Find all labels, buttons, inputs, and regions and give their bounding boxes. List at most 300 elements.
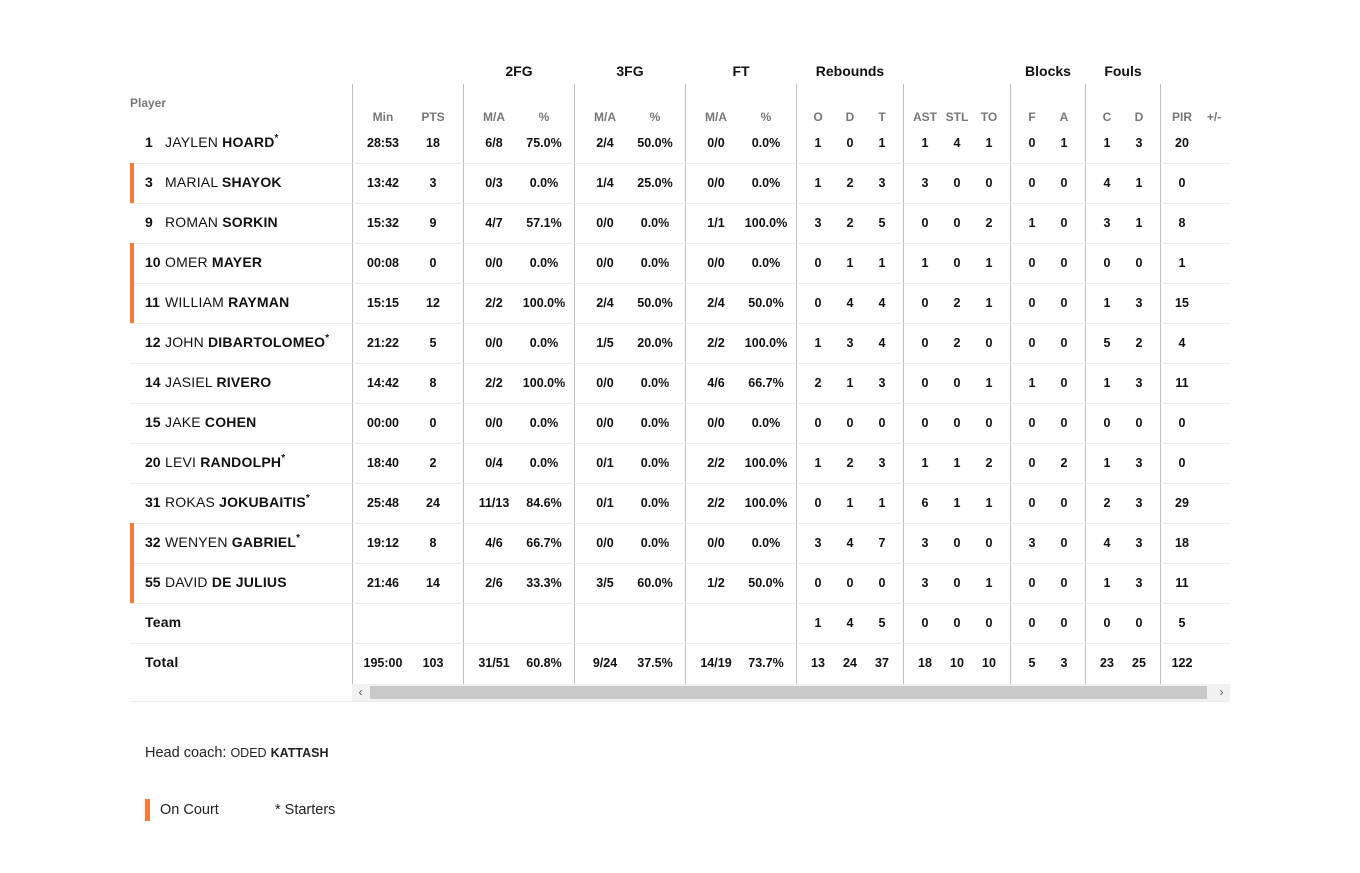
player-number: 11 [145,294,160,310]
stat-cell: 3 [846,336,854,350]
stat-cell: 18 [1175,536,1189,550]
player-number: 12 [145,334,161,350]
stat-cell: 9 [429,216,437,230]
stat-cell: 20 [1175,136,1189,150]
stat-cell: 0 [1028,496,1036,510]
on-court-indicator [130,523,134,563]
stat-cell: 0 [1028,136,1036,150]
stat-cell: 5 [878,216,886,230]
player-first-name: WENYEN [165,534,232,550]
player-first-name: MARIAL [165,174,222,190]
stat-cell: 1/4 [596,176,614,190]
stat-cell: 0 [953,616,961,630]
stat-cell: 0.0% [529,416,559,430]
stat-cell: 1/2 [707,576,725,590]
column-header: PTS [421,110,445,124]
stat-cell: 66.7% [748,376,784,390]
stat-cell: 3 [1135,576,1143,590]
stat-cell: 4 [878,296,886,310]
player-last-name: HOARD [222,134,275,150]
column-divider [574,84,575,684]
head-coach-last-name: KATTASH [270,746,329,760]
stat-cell: 0/0 [596,256,614,270]
stat-cell: 0 [921,416,929,430]
stat-cell: 29 [1175,496,1189,510]
column-header: D [1134,110,1144,124]
stat-cell: 2 [985,456,993,470]
stat-cell: 0 [814,496,822,510]
stat-cell: 1 [1135,216,1143,230]
stat-cell: 0/0 [485,256,503,270]
column-header: C [1102,110,1112,124]
column-header: M/A [705,110,727,124]
stat-cell: 0 [1028,256,1036,270]
stat-cell: 2/2 [707,336,725,350]
stat-cell: 0 [1060,416,1068,430]
stat-cell: 0/0 [596,376,614,390]
group-header-2fg: 2FG [505,63,533,79]
stat-cell: 1 [985,376,993,390]
row-divider [130,483,1230,484]
stat-cell: 0/0 [596,536,614,550]
stat-cell: 00:00 [367,416,399,430]
stat-cell: 4/6 [485,536,503,550]
row-divider [130,243,1230,244]
player-name[interactable] [145,454,285,472]
stat-cell: 0 [1060,616,1068,630]
stat-cell: 0/0 [596,416,614,430]
player-number: 10 [145,254,161,270]
stat-cell: 0.0% [751,136,781,150]
stat-cell: 3 [921,576,929,590]
row-divider [130,563,1230,564]
stat-cell: 0/0 [485,336,503,350]
on-court-indicator [130,163,134,203]
stat-cell: 0 [921,216,929,230]
stat-cell: 0 [846,136,854,150]
stat-cell: 24 [426,496,440,510]
stat-cell: 18 [426,136,440,150]
player-number: 9 [145,214,153,230]
stat-cell: 21:22 [367,336,399,350]
stat-cell: 50.0% [637,136,673,150]
stat-cell: 0 [1028,616,1036,630]
stat-cell: 7 [878,536,886,550]
player-name[interactable] [145,414,256,432]
stat-cell: 18:40 [367,456,399,470]
column-header: T [878,110,886,124]
row-divider [130,643,1230,644]
player-last-name: RIVERO [216,374,272,390]
stat-cell: 4 [953,136,961,150]
stat-cell: 23 [1100,656,1114,670]
stat-cell: 0.0% [751,256,781,270]
player-first-name: DAVID [165,574,212,590]
row-divider [130,323,1230,324]
stat-cell: 2/4 [596,296,614,310]
stat-cell: 0.0% [640,456,670,470]
stat-cell: 0 [1060,296,1068,310]
stat-cell: 0 [985,416,993,430]
stat-cell: 33.3% [526,576,562,590]
stat-cell: 24 [843,656,857,670]
stat-cell: 2/2 [707,456,725,470]
column-divider [685,84,686,684]
stat-cell: 0 [814,296,822,310]
head-coach-first-name: ODED [230,746,267,760]
stat-cell: 0 [1028,456,1036,470]
group-header-rebounds: Rebounds [815,63,885,79]
stat-cell: 0/0 [707,256,725,270]
stat-cell: 0 [1135,416,1143,430]
stat-cell: 0 [1060,256,1068,270]
player-first-name: JOHN [165,334,208,350]
stat-cell: 0 [985,616,993,630]
stat-cell: 6 [921,496,929,510]
scroll-left-button[interactable]: ‹ [358,685,363,699]
stat-cell: 0 [921,296,929,310]
player-name[interactable] [145,534,300,552]
player-first-name: ROMAN [165,214,223,230]
player-name[interactable] [145,494,310,512]
stat-cell: 0/0 [485,416,503,430]
stat-cell: 0.0% [640,376,670,390]
row-divider [130,523,1230,524]
table-bottom-divider [130,701,1230,702]
stat-cell: 14 [426,576,440,590]
row-divider [130,403,1230,404]
head-coach [145,745,328,761]
stat-cell: 13:42 [367,176,399,190]
starter-mark: * [305,493,310,504]
stat-cell: 2/4 [596,136,614,150]
stat-cell: 0.0% [529,256,559,270]
stat-cell: 100.0% [522,296,566,310]
stat-cell: 11/13 [478,496,510,510]
stat-cell: 103 [422,656,444,670]
stat-cell: 0 [846,576,854,590]
stat-cell: 0 [429,416,437,430]
stat-cell: 1 [1178,256,1186,270]
stat-cell: 0 [921,376,929,390]
stat-cell: 0 [953,536,961,550]
column-divider [463,84,464,684]
stat-cell: 1 [985,576,993,590]
stat-cell: 4 [1103,536,1111,550]
stat-cell: 0 [1135,256,1143,270]
stat-cell: 1 [1060,136,1068,150]
stat-cell: 1 [953,496,961,510]
stat-cell: 1 [921,136,929,150]
stat-cell: 0.0% [640,216,670,230]
stat-cell: 4 [846,536,854,550]
stat-cell: 2 [1103,496,1111,510]
scroll-right-button[interactable]: › [1219,685,1224,699]
stat-cell: 0 [1135,616,1143,630]
stat-cell: 5 [1178,616,1186,630]
stat-cell: 0 [1028,296,1036,310]
stat-cell: 2 [953,296,961,310]
stat-cell: 12 [426,296,440,310]
stat-cell: 25 [1132,656,1146,670]
stat-cell: 1 [985,296,993,310]
player-name[interactable] [145,214,278,232]
player-number: 1 [145,134,153,150]
stat-cell: 0.0% [640,496,670,510]
stat-cell: 0 [429,256,437,270]
group-header-blocks: Blocks [1025,63,1071,79]
stat-cell: 4 [846,296,854,310]
player-number: 55 [145,574,161,590]
stat-cell: 9/24 [592,656,618,670]
column-header: O [813,110,823,124]
stat-cell: 10 [982,656,996,670]
stat-cell: 0 [1028,176,1036,190]
group-header-ft: FT [732,63,750,79]
stat-cell: 4 [878,336,886,350]
on-court-indicator [130,243,134,283]
stat-cell: 100.0% [522,376,566,390]
stat-cell: 0 [985,176,993,190]
stat-cell: 0 [878,576,886,590]
row-divider [130,443,1230,444]
stat-cell: 0 [1060,536,1068,550]
stat-cell: 0 [1103,616,1111,630]
player-first-name: JAYLEN [165,134,223,150]
player-name[interactable] [145,294,289,312]
stat-cell: 28:53 [367,136,399,150]
player-last-name: GABRIEL [231,534,297,550]
stat-cell: 66.7% [526,536,562,550]
stat-cell: 0.0% [640,536,670,550]
stat-cell: 1 [1103,136,1111,150]
row-divider [130,363,1230,364]
stat-cell: 1 [985,496,993,510]
stat-cell: 25:48 [367,496,399,510]
column-header: Min [372,110,394,124]
stat-cell: 1 [1103,456,1111,470]
group-header-3fg: 3FG [616,63,644,79]
stat-cell: 15 [1175,296,1189,310]
stat-cell: 0 [921,616,929,630]
stat-cell: 2/2 [485,376,503,390]
stat-cell: 0 [846,416,854,430]
stat-cell: 1 [985,256,993,270]
stat-cell: 4/6 [707,376,725,390]
stat-cell: 0 [1103,256,1111,270]
stat-cell: 21:46 [367,576,399,590]
column-header: D [845,110,855,124]
stat-cell: 0 [1060,376,1068,390]
stat-cell: 57.1% [526,216,562,230]
player-last-name: RAYMAN [228,294,290,310]
stat-cell: 0 [1028,336,1036,350]
player-last-name: SHAYOK [221,174,282,190]
stat-cell: 2 [429,456,437,470]
stat-cell: 75.0% [526,136,562,150]
stat-cell: 1 [985,136,993,150]
stat-cell: 2/2 [485,296,503,310]
column-header: M/A [594,110,616,124]
stat-cell: 0/1 [596,496,614,510]
column-header: % [538,110,550,124]
stat-cell: 2 [846,456,854,470]
stat-cell: 0 [1178,416,1186,430]
stat-cell: 8 [429,536,437,550]
stat-cell: 100.0% [744,216,788,230]
stat-cell: 14:42 [367,376,399,390]
stat-cell: 60.8% [526,656,562,670]
stat-cell: 8 [1178,216,1186,230]
stat-cell: 1 [1135,176,1143,190]
stat-cell: 5 [878,616,886,630]
stat-cell: 3 [1135,376,1143,390]
stat-cell: 3 [1135,136,1143,150]
stat-cell: 0/4 [485,456,503,470]
head-coach-label: Head coach: [145,745,227,761]
stat-cell: 2/2 [707,496,725,510]
stat-cell: 1 [878,136,886,150]
player-name[interactable] [145,134,278,152]
column-divider [352,84,353,684]
row-divider [130,283,1230,284]
stat-cell: 3 [1028,536,1036,550]
stat-cell: 2 [985,216,993,230]
player-number: 3 [145,174,153,190]
stat-cell: 0 [1060,576,1068,590]
stat-cell: 4 [1178,336,1186,350]
stat-cell: 0 [953,416,961,430]
stat-cell: 1 [1103,296,1111,310]
player-first-name: JASIEL [165,374,217,390]
stat-cell: 50.0% [748,576,784,590]
stat-cell: 1 [814,616,822,630]
column-header: M/A [483,110,505,124]
stat-cell: 4 [846,616,854,630]
player-last-name: RANDOLPH [200,454,282,470]
starter-mark: * [274,133,279,144]
on-court-legend-marker [145,799,150,821]
player-number: 31 [145,494,161,510]
player-last-name: JOKUBAITIS [219,494,306,510]
on-court-legend-label: On Court [160,802,219,818]
player-name[interactable] [145,174,282,192]
stat-cell: 14/19 [700,656,732,670]
player-number: 20 [145,454,161,470]
stat-cell: 1 [1103,576,1111,590]
stat-cell: 15:15 [367,296,399,310]
stat-cell: 3 [1135,296,1143,310]
team-row-label: Team [145,614,182,630]
stat-cell: 1 [814,456,822,470]
scrollbar-thumb[interactable] [370,686,1207,699]
stat-cell: 0 [953,176,961,190]
stat-cell: 100.0% [744,456,788,470]
stat-cell: 0 [814,576,822,590]
stat-cell: 18 [918,656,932,670]
stat-cell: 25.0% [637,176,673,190]
stat-cell: 0 [1060,336,1068,350]
stat-cell: 0 [1028,576,1036,590]
stat-cell: 1 [921,256,929,270]
player-name[interactable] [145,254,262,272]
stat-cell: 0/3 [485,176,503,190]
stat-cell: 0 [1060,216,1068,230]
on-court-indicator [130,283,134,323]
stat-cell: 0 [985,536,993,550]
stat-cell: 1 [1028,376,1036,390]
stat-cell: 0 [1103,416,1111,430]
player-name[interactable] [145,374,271,392]
stat-cell: 15:32 [367,216,399,230]
stat-cell: 0 [814,416,822,430]
player-number: 32 [145,534,161,550]
player-last-name: MAYER [211,254,263,270]
stat-cell: 2 [846,176,854,190]
stat-cell: 0 [953,256,961,270]
stat-cell: 2/4 [707,296,725,310]
stat-cell: 0/0 [707,536,725,550]
player-first-name: ROKAS [165,494,220,510]
stat-cell: 1/5 [596,336,614,350]
stat-cell: 73.7% [748,656,784,670]
on-court-indicator [130,563,134,603]
column-header: % [649,110,661,124]
player-number: 14 [145,374,161,390]
stat-cell: 1 [846,256,854,270]
player-first-name: OMER [165,254,212,270]
player-first-name: LEVI [165,454,201,470]
stat-cell: 100.0% [744,336,788,350]
row-divider [130,203,1230,204]
stat-cell: 0/0 [596,216,614,230]
stat-cell: 0.0% [751,176,781,190]
column-header: % [760,110,772,124]
starter-mark: * [325,333,330,344]
column-header: AST [913,110,937,124]
stat-cell: 3 [1060,656,1068,670]
stat-cell: 60.0% [637,576,673,590]
row-divider [130,163,1230,164]
stat-cell: 0 [985,336,993,350]
stat-cell: 1 [878,256,886,270]
stat-cell: 00:08 [367,256,399,270]
starter-mark: * [281,453,286,464]
stat-cell: 4 [1103,176,1111,190]
stat-cell: 0.0% [529,336,559,350]
stat-cell: 0.0% [751,416,781,430]
stat-cell: 3 [814,536,822,550]
stat-cell: 0.0% [529,456,559,470]
stat-cell: 6/8 [485,136,503,150]
player-name[interactable] [145,334,329,352]
stat-cell: 100.0% [744,496,788,510]
column-header: STL [945,110,969,124]
player-column-header: Player [130,96,167,110]
total-row-label: Total [145,654,179,670]
stat-cell: 3 [1103,216,1111,230]
stat-cell: 50.0% [748,296,784,310]
stat-cell: 3/5 [596,576,614,590]
player-last-name: DE JULIUS [211,574,287,590]
column-header: F [1028,110,1036,124]
player-name[interactable] [145,574,287,592]
stat-cell: 3 [878,176,886,190]
stat-cell: 1 [814,136,822,150]
stat-cell: 0 [953,216,961,230]
stat-cell: 3 [921,536,929,550]
stat-cell: 0 [953,576,961,590]
